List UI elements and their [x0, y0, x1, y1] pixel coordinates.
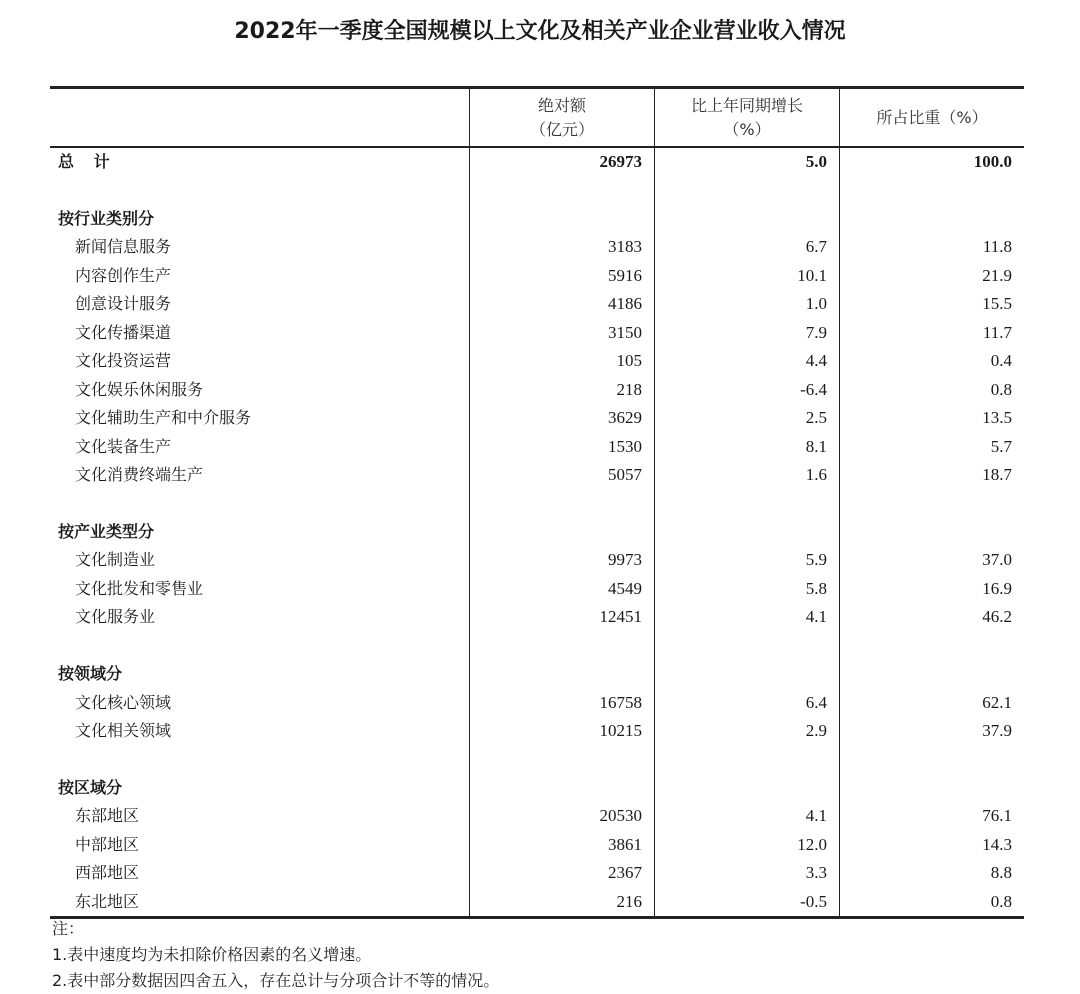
table-row — [50, 831, 1024, 859]
table-row — [50, 233, 1024, 261]
header-amount-line2: （亿元） — [529, 119, 594, 139]
table-row — [50, 262, 1024, 290]
growth-cell — [654, 632, 839, 660]
amount-cell: 4186 — [469, 290, 654, 318]
row-label: 文化核心领域 — [75, 692, 172, 712]
growth-cell: 5.0 — [654, 148, 839, 176]
growth-cell — [654, 518, 839, 546]
share-cell — [839, 660, 1024, 688]
amount-cell: 218 — [469, 376, 654, 404]
row-label: 内容创作生产 — [75, 265, 172, 285]
amount-cell: 216 — [469, 888, 654, 916]
growth-cell: 8.1 — [654, 433, 839, 461]
growth-cell — [654, 176, 839, 204]
row-label: 文化装备生产 — [75, 436, 172, 456]
table-row — [50, 575, 1024, 603]
header-growth-line1: 比上年同期增长 — [690, 95, 803, 115]
growth-cell: 6.7 — [654, 233, 839, 261]
table-body — [50, 148, 1024, 916]
header-share-line1: 所占比重（%） — [876, 107, 988, 127]
table-row — [50, 859, 1024, 887]
share-cell: 46.2 — [839, 603, 1024, 631]
amount-cell — [469, 746, 654, 774]
row-label: 文化相关领域 — [75, 721, 172, 741]
growth-cell — [654, 205, 839, 233]
amount-cell: 5057 — [469, 461, 654, 489]
amount-cell — [469, 660, 654, 688]
amount-cell: 3629 — [469, 404, 654, 432]
row-label — [50, 746, 469, 774]
amount-cell: 12451 — [469, 603, 654, 631]
blank-row — [50, 746, 1024, 774]
table-row — [50, 689, 1024, 717]
row-label: 创意设计服务 — [75, 294, 172, 314]
table-row — [50, 461, 1024, 489]
share-cell — [839, 746, 1024, 774]
header-blank — [50, 89, 469, 146]
share-cell: 21.9 — [839, 262, 1024, 290]
header-share — [839, 89, 1024, 146]
section-row — [50, 518, 1024, 546]
amount-cell: 5916 — [469, 262, 654, 290]
share-cell: 11.7 — [839, 319, 1024, 347]
amount-cell — [469, 774, 654, 802]
table-row — [50, 290, 1024, 318]
share-cell — [839, 205, 1024, 233]
note-line: 1.表中速度均为未扣除价格因素的名义增速。 — [52, 945, 372, 964]
row-label: 中部地区 — [75, 834, 140, 854]
share-cell: 11.8 — [839, 233, 1024, 261]
header-amount-line1: 绝对额 — [537, 95, 586, 115]
amount-cell: 9973 — [469, 546, 654, 574]
table-row — [50, 717, 1024, 745]
table-row — [50, 433, 1024, 461]
amount-cell: 2367 — [469, 859, 654, 887]
row-label: 文化消费终端生产 — [75, 464, 204, 484]
amount-cell — [469, 205, 654, 233]
share-cell: 0.8 — [839, 376, 1024, 404]
amount-cell: 3183 — [469, 233, 654, 261]
amount-cell: 16758 — [469, 689, 654, 717]
growth-cell: 1.0 — [654, 290, 839, 318]
growth-cell: 4.1 — [654, 802, 839, 830]
table-row — [50, 319, 1024, 347]
share-cell — [839, 489, 1024, 517]
row-label: 总 计 — [58, 152, 110, 171]
section-row — [50, 660, 1024, 688]
amount-cell: 10215 — [469, 717, 654, 745]
table-row — [50, 376, 1024, 404]
row-label: 文化传播渠道 — [75, 322, 172, 342]
header-growth-line2: （%） — [723, 119, 771, 139]
growth-cell: 4.1 — [654, 603, 839, 631]
share-cell: 14.3 — [839, 831, 1024, 859]
total-row — [50, 148, 1024, 176]
row-label: 新闻信息服务 — [75, 237, 172, 257]
share-cell: 16.9 — [839, 575, 1024, 603]
note-line: 2.表中部分数据因四舍五入，存在总计与分项合计不等的情况。 — [52, 971, 500, 990]
share-cell — [839, 774, 1024, 802]
growth-cell: 5.8 — [654, 575, 839, 603]
row-label: 东北地区 — [75, 891, 140, 911]
row-label: 文化制造业 — [75, 550, 156, 570]
share-cell: 100.0 — [839, 148, 1024, 176]
table-header — [50, 89, 1024, 148]
table-row — [50, 347, 1024, 375]
table-row — [50, 603, 1024, 631]
share-cell — [839, 176, 1024, 204]
share-cell: 0.8 — [839, 888, 1024, 916]
share-cell: 18.7 — [839, 461, 1024, 489]
row-label: 按区域分 — [58, 777, 123, 797]
row-label: 文化批发和零售业 — [75, 578, 204, 598]
blank-row — [50, 489, 1024, 517]
share-cell — [839, 632, 1024, 660]
amount-cell: 3861 — [469, 831, 654, 859]
blank-row — [50, 176, 1024, 204]
share-cell — [839, 518, 1024, 546]
amount-cell — [469, 489, 654, 517]
row-label: 西部地区 — [75, 863, 140, 883]
amount-cell: 1530 — [469, 433, 654, 461]
row-label: 按行业类别分 — [58, 208, 155, 228]
growth-cell: 2.9 — [654, 717, 839, 745]
amount-cell: 105 — [469, 347, 654, 375]
row-label — [50, 176, 469, 204]
row-label: 文化服务业 — [75, 607, 156, 627]
notes-heading: 注： — [52, 919, 85, 938]
row-label: 按领域分 — [58, 664, 123, 684]
row-label: 文化投资运营 — [75, 351, 172, 371]
header-amount — [469, 89, 654, 146]
growth-cell: 10.1 — [654, 262, 839, 290]
notes — [52, 916, 499, 994]
growth-cell: 2.5 — [654, 404, 839, 432]
row-label: 东部地区 — [75, 806, 140, 826]
share-cell: 0.4 — [839, 347, 1024, 375]
row-label: 按产业类型分 — [58, 521, 155, 541]
amount-cell: 26973 — [469, 148, 654, 176]
share-cell: 15.5 — [839, 290, 1024, 318]
share-cell: 8.8 — [839, 859, 1024, 887]
growth-cell: 5.9 — [654, 546, 839, 574]
data-table — [50, 86, 1024, 919]
growth-cell: 12.0 — [654, 831, 839, 859]
share-cell: 5.7 — [839, 433, 1024, 461]
row-label: 文化娱乐休闲服务 — [75, 379, 204, 399]
share-cell: 62.1 — [839, 689, 1024, 717]
share-cell: 37.9 — [839, 717, 1024, 745]
table-row — [50, 888, 1024, 916]
growth-cell: 3.3 — [654, 859, 839, 887]
header-growth — [654, 89, 839, 146]
growth-cell: 4.4 — [654, 347, 839, 375]
amount-cell — [469, 518, 654, 546]
row-label — [50, 632, 469, 660]
growth-cell: -0.5 — [654, 888, 839, 916]
growth-cell: 7.9 — [654, 319, 839, 347]
section-row — [50, 774, 1024, 802]
page-title: 2022年一季度全国规模以上文化及相关产业企业营业收入情况 — [234, 19, 846, 44]
table-row — [50, 802, 1024, 830]
row-label — [50, 489, 469, 517]
blank-row — [50, 632, 1024, 660]
amount-cell — [469, 632, 654, 660]
growth-cell: 6.4 — [654, 689, 839, 717]
amount-cell: 3150 — [469, 319, 654, 347]
table-row — [50, 546, 1024, 574]
growth-cell — [654, 660, 839, 688]
growth-cell: 1.6 — [654, 461, 839, 489]
growth-cell: -6.4 — [654, 376, 839, 404]
growth-cell — [654, 489, 839, 517]
growth-cell — [654, 746, 839, 774]
amount-cell: 20530 — [469, 802, 654, 830]
growth-cell — [654, 774, 839, 802]
amount-cell: 4549 — [469, 575, 654, 603]
section-row — [50, 205, 1024, 233]
share-cell: 76.1 — [839, 802, 1024, 830]
row-label: 文化辅助生产和中介服务 — [75, 408, 252, 428]
share-cell: 13.5 — [839, 404, 1024, 432]
share-cell: 37.0 — [839, 546, 1024, 574]
amount-cell — [469, 176, 654, 204]
table-row — [50, 404, 1024, 432]
